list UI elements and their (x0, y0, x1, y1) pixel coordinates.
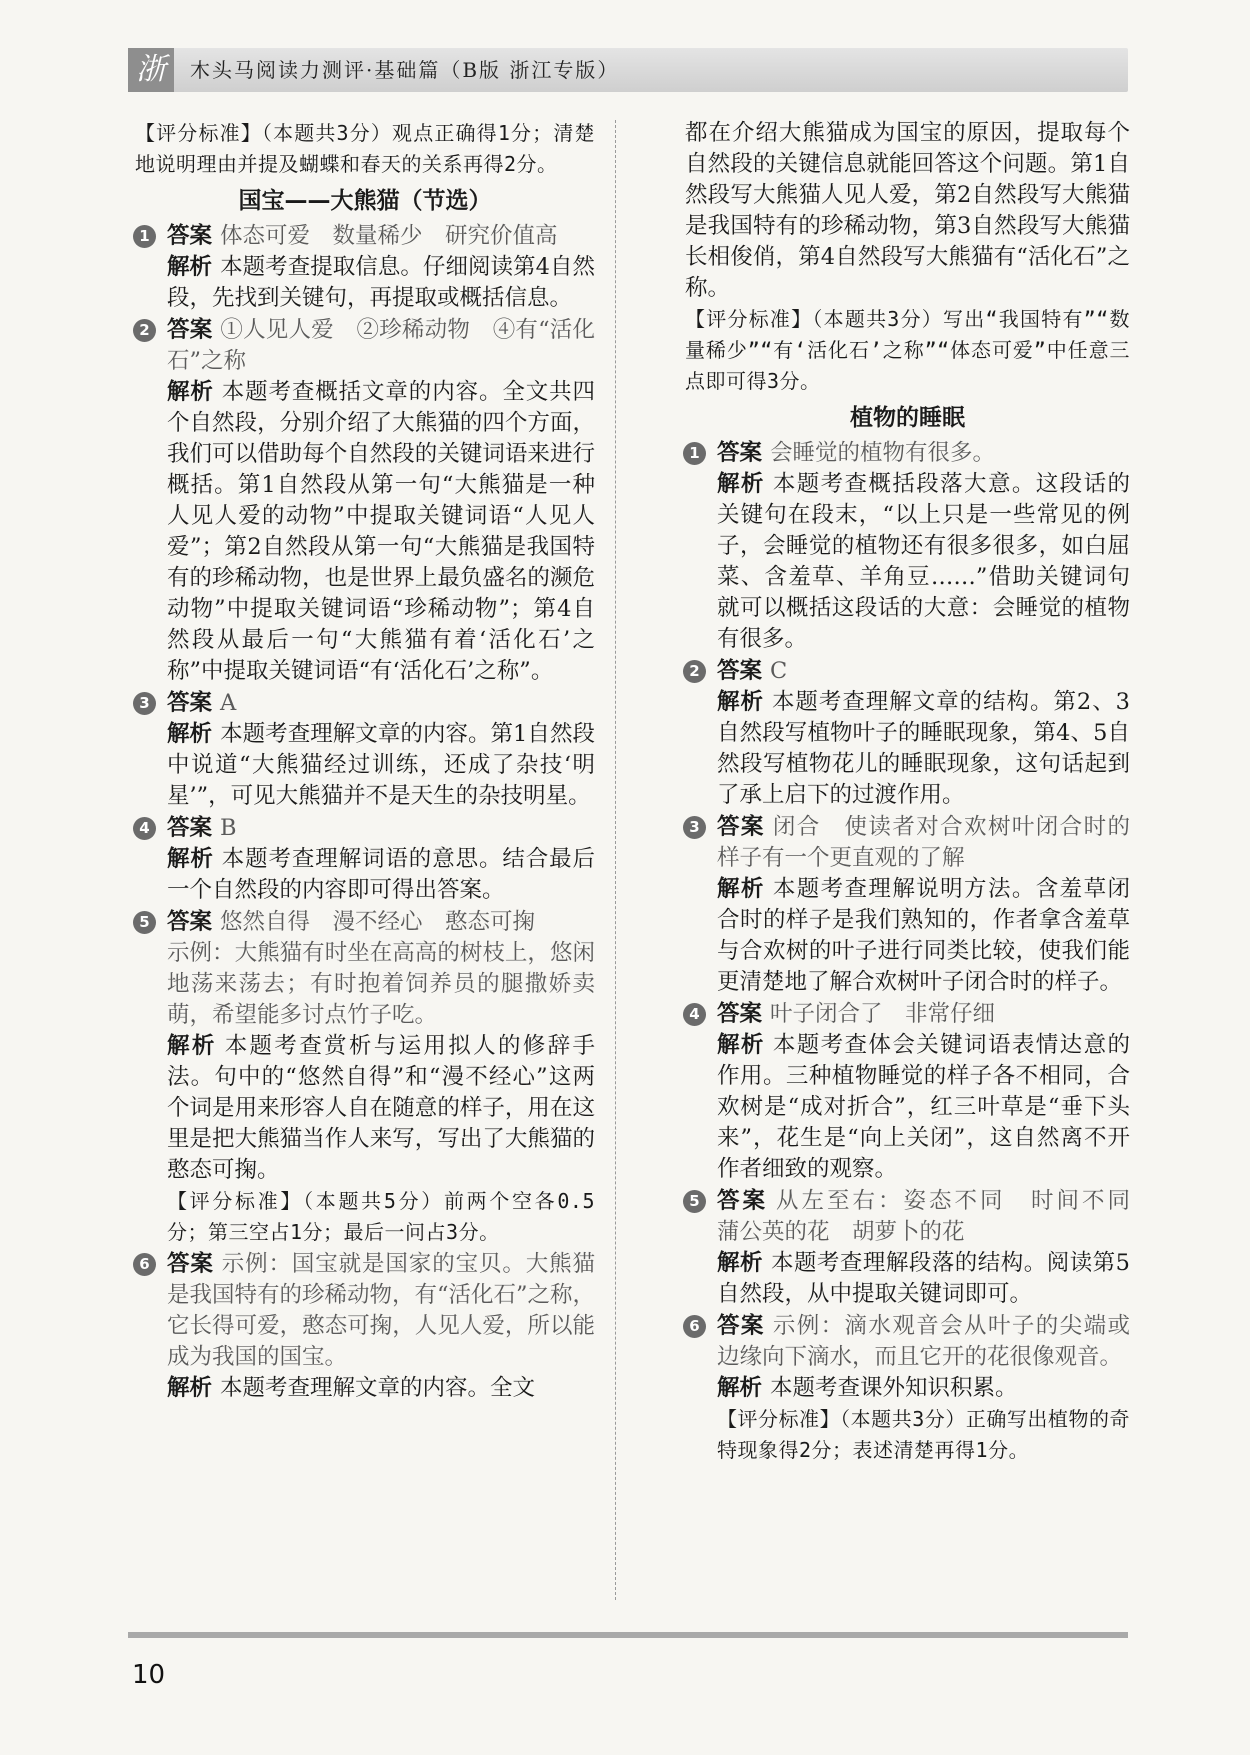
province-badge: 浙 (128, 48, 174, 92)
answer-text: 体态可爱 数量稀少 研究价值高 (220, 223, 558, 249)
answer-text: B (220, 815, 237, 841)
answer-label: 答案 (717, 658, 763, 684)
question-number: 5 (133, 911, 156, 934)
analysis-label: 解析 (167, 1033, 217, 1059)
footer-bar (128, 1632, 1128, 1638)
analysis-text: 本题考查体会关键词语表情达意的作用。三种植物睡觉的样子各不相同，合欢树是“成对折合”，红三叶草是“垂下头来”，花生是“向上关闭”，这自然离不开作者细致的观察。 (717, 1032, 1130, 1182)
answer-label: 答案 (167, 909, 213, 935)
question-number: 5 (683, 1190, 706, 1213)
answer-label: 答案 (167, 690, 213, 716)
question-number: 3 (133, 692, 156, 715)
analysis-continued: 都在介绍大熊猫成为国宝的原因，提取每个自然段的关键信息就能回答这个问题。第1自然段写大熊猫人见人爱，第2自然段写大熊猫是我国特有的珍稀动物，第3自然段写大熊猫长相俊俏，第4自然段写大熊猫有“活化石”之称。 (685, 120, 1130, 301)
question-item (135, 1249, 595, 1404)
analysis-text: 本题考查理解文章的内容。第1自然段中说道“大熊猫经过训练，还成了杂技‘明星’”，可见大熊猫并不是天生的杂技明星。 (167, 721, 595, 809)
analysis-text: 本题考查理解词语的意思。结合最后一个自然段的内容即可得出答案。 (167, 846, 595, 903)
question-number: 1 (133, 225, 156, 248)
question-item (135, 813, 595, 906)
question-number: 6 (683, 1315, 706, 1338)
answer-label: 答案 (717, 1313, 765, 1339)
question-number: 4 (133, 817, 156, 840)
question-number: 1 (683, 442, 706, 465)
analysis-label: 解析 (717, 1375, 763, 1401)
right-column (685, 118, 1153, 1466)
answer-label: 答案 (717, 1001, 763, 1027)
score-standard: 【评分标准】（本题共5分）前两个空各0.5分；第三空占1分；最后一问占3分。 (167, 1189, 595, 1244)
column-divider (615, 120, 616, 1600)
question-item (685, 656, 1130, 811)
analysis-text: 本题考查提取信息。仔细阅读第4自然段，先找到关键句，再提取或概括信息。 (167, 254, 595, 311)
answer-text: 示例：滴水观音会从叶子的尖端或边缘向下滴水，而且它开的花很像观音。 (717, 1313, 1130, 1370)
analysis-text: 本题考查理解说明方法。含羞草闭合时的样子是我们熟知的，作者拿含羞草与合欢树的叶子进行同类比较，使我们能更清楚地了解合欢树叶子闭合时的样子。 (717, 876, 1130, 995)
analysis-text: 本题考查概括文章的内容。全文共四个自然段，分别介绍了大熊猫的四个方面，我们可以借助每个自然段的关键词语来进行概括。第1自然段从第一句“大熊猫是一种人见人爱的动物”中提取关键词语“人见人爱”；第2自然段从第一句“大熊猫是我国特有的珍稀动物，也是世界上最负盛名的濒危动物”中提取关键词语“珍稀动物”；第4自然段从最后一句“大熊猫有着‘活化石’之称”中提取关键词语“有‘活化石’之称”。 (167, 379, 595, 684)
answer-text: ①人见人爱 ②珍稀动物 ④有“活化石”之称 (167, 317, 595, 374)
answer-label: 答案 (167, 317, 213, 343)
score-standard: 【评分标准】（本题共3分）观点正确得1分；清楚地说明理由并提及蝴蝶和春天的关系再得2分。 (135, 121, 595, 176)
score-standard: 【评分标准】（本题共3分）正确写出植物的奇特现象得2分；表述清楚再得1分。 (717, 1407, 1130, 1462)
question-item (685, 438, 1130, 655)
answer-label: 答案 (717, 814, 765, 840)
answer-text: 示例：国宝就是国家的宝贝。大熊猫是我国特有的珍稀动物，有“活化石”之称，它长得可爱，憨态可掬，人见人爱，所以能成为我国的国宝。 (167, 1251, 596, 1370)
question-item (685, 812, 1130, 998)
analysis-label: 解析 (167, 254, 213, 280)
question-item (135, 221, 595, 314)
question-number: 2 (133, 319, 156, 342)
question-item (135, 688, 595, 812)
answer-text: 闭合 使读者对合欢树叶闭合时的样子有一个更直观的了解 (717, 814, 1130, 871)
analysis-label: 解析 (167, 846, 214, 872)
answer-text: 悠然自得 漫不经心 憨态可掬 (220, 909, 536, 935)
answer-text: C (770, 658, 788, 684)
question-item (685, 999, 1130, 1185)
example-text: 示例：大熊猫有时坐在高高的树枝上，悠闲地荡来荡去；有时抱着饲养员的腿撒娇卖萌，希望能多讨点竹子吃。 (167, 940, 595, 1028)
analysis-label: 解析 (717, 1032, 765, 1058)
question-item (135, 315, 595, 687)
left-column (135, 118, 595, 1404)
answer-text: 叶子闭合了 非常仔细 (770, 1001, 996, 1027)
score-standard: 【评分标准】（本题共3分）写出“我国特有”“数量稀少”“有‘活化石’之称”“体态可爱”中任意三点即可得3分。 (685, 307, 1130, 393)
analysis-text: 本题考查理解段落的结构。阅读第5自然段，从中提取关键词即可。 (717, 1250, 1130, 1307)
page-number: 10 (132, 1660, 166, 1690)
answer-label: 答案 (167, 1251, 214, 1277)
analysis-label: 解析 (717, 689, 764, 715)
answer-text: A (220, 690, 237, 716)
analysis-text: 本题考查赏析与运用拟人的修辞手法。句中的“悠然自得”和“漫不经心”这两个词是用来形容人自在随意的样子，用在这里是把大熊猫当作人来写，写出了大熊猫的憨态可掬。 (167, 1033, 595, 1183)
answer-text: 从左至右：姿态不同 时间不同 蒲公英的花 胡萝卜的花 (717, 1188, 1153, 1245)
analysis-label: 解析 (167, 379, 214, 405)
question-item (135, 907, 595, 1248)
answer-label: 答案 (167, 223, 213, 249)
question-number: 4 (683, 1003, 706, 1026)
analysis-text: 本题考查理解文章的内容。全文 (220, 1375, 536, 1401)
answer-label: 答案 (167, 815, 213, 841)
question-item (685, 1186, 1153, 1310)
analysis-label: 解析 (167, 721, 213, 747)
section-title: 国宝——大熊猫（节选） (238, 188, 492, 214)
question-number: 2 (683, 660, 706, 683)
question-item (685, 1311, 1130, 1466)
analysis-label: 解析 (167, 1375, 213, 1401)
book-title: 木头马阅读力测评·基础篇（B版 浙江专版） (190, 58, 620, 82)
answer-label: 答案 (717, 1188, 768, 1214)
section-title: 植物的睡眠 (850, 405, 965, 431)
analysis-label: 解析 (717, 876, 765, 902)
analysis-label: 解析 (717, 471, 765, 497)
analysis-text: 本题考查课外知识积累。 (770, 1375, 1018, 1401)
question-number: 6 (133, 1253, 156, 1276)
analysis-text: 本题考查理解文章的结构。第2、3自然段写植物叶子的睡眠现象，第4、5自然段写植物花儿的睡眠现象，这句话起到了承上启下的过渡作用。 (717, 689, 1130, 808)
answer-label: 答案 (717, 440, 763, 466)
analysis-label: 解析 (717, 1250, 763, 1276)
answer-text: 会睡觉的植物有很多。 (770, 440, 996, 466)
analysis-text: 本题考查概括段落大意。这段话的关键句在段末，“以上只是一些常见的例子，会睡觉的植物还有很多很多，如白屈菜、含羞草、羊角豆……”借助关键词句就可以概括这段话的大意：会睡觉的植物有很多。 (717, 471, 1130, 652)
question-number: 3 (683, 816, 706, 839)
